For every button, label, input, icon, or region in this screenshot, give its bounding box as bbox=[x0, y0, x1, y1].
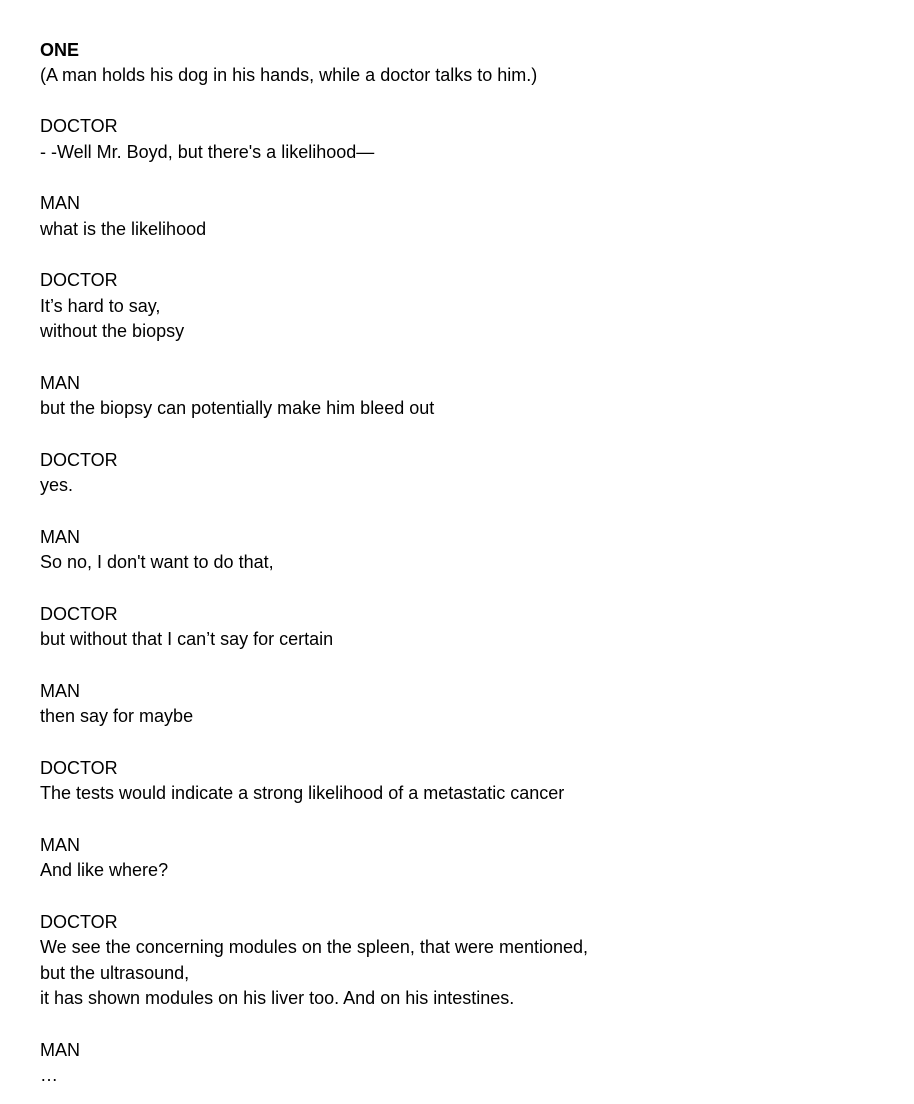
dialogue-line: but the ultrasound, bbox=[40, 962, 190, 983]
scene-action: (A man holds his dog in his hands, while a doctor talks to him.) bbox=[40, 65, 538, 85]
dialogue-line: but the biopsy can potentially make him bleed out bbox=[40, 398, 435, 418]
dialogue-block bbox=[40, 525, 874, 576]
dialogue-block bbox=[40, 602, 874, 653]
dialogue-line: what is the likelihood bbox=[40, 218, 207, 239]
speaker-name: DOCTOR bbox=[40, 603, 118, 624]
dialogue-line: yes. bbox=[40, 475, 74, 495]
dialogue-line: We see the concerning modules on the spleen, that were mentioned, bbox=[40, 937, 589, 957]
scene-heading: ONE bbox=[40, 40, 80, 60]
speaker-name: MAN bbox=[40, 193, 80, 213]
speaker-name: DOCTOR bbox=[40, 449, 118, 470]
dialogue-block bbox=[40, 448, 874, 499]
dialogue-line: And like where? bbox=[40, 860, 169, 880]
dialogue-block bbox=[40, 371, 874, 422]
speaker-name: MAN bbox=[40, 372, 80, 393]
dialogue-line: It’s hard to say, bbox=[40, 295, 161, 316]
speaker-name: MAN bbox=[40, 834, 80, 855]
dialogue-line: - -Well Mr. Boyd, but there's a likelihood— bbox=[40, 141, 375, 162]
speaker-name: DOCTOR bbox=[40, 757, 118, 778]
dialogue-line: The tests would indicate a strong likelihood of a metastatic cancer bbox=[40, 783, 565, 803]
speaker-name: MAN bbox=[40, 526, 80, 547]
speaker-name: MAN bbox=[40, 1039, 80, 1060]
speaker-name: DOCTOR bbox=[40, 116, 118, 136]
dialogue-block bbox=[40, 114, 874, 165]
dialogue-line: So no, I don't want to do that, bbox=[40, 552, 274, 572]
dialogue-block bbox=[40, 833, 874, 884]
dialogue-line: then say for maybe bbox=[40, 706, 194, 726]
dialogue-block bbox=[40, 756, 874, 807]
speaker-name: DOCTOR bbox=[40, 270, 118, 290]
dialogue-block bbox=[40, 268, 874, 345]
dialogue-line: it has shown modules on his liver too. And on his intestines. bbox=[40, 988, 515, 1008]
dialogue-block bbox=[40, 1038, 874, 1089]
dialogue-line: … bbox=[40, 1065, 58, 1085]
dialogue-block bbox=[40, 679, 874, 730]
dialogue-line: without the biopsy bbox=[40, 321, 185, 341]
speaker-name: MAN bbox=[40, 680, 80, 701]
dialogue-block bbox=[40, 910, 874, 1012]
speaker-name: DOCTOR bbox=[40, 911, 118, 932]
dialogue-line: but without that I can’t say for certain bbox=[40, 629, 334, 649]
dialogue-block bbox=[40, 191, 874, 242]
